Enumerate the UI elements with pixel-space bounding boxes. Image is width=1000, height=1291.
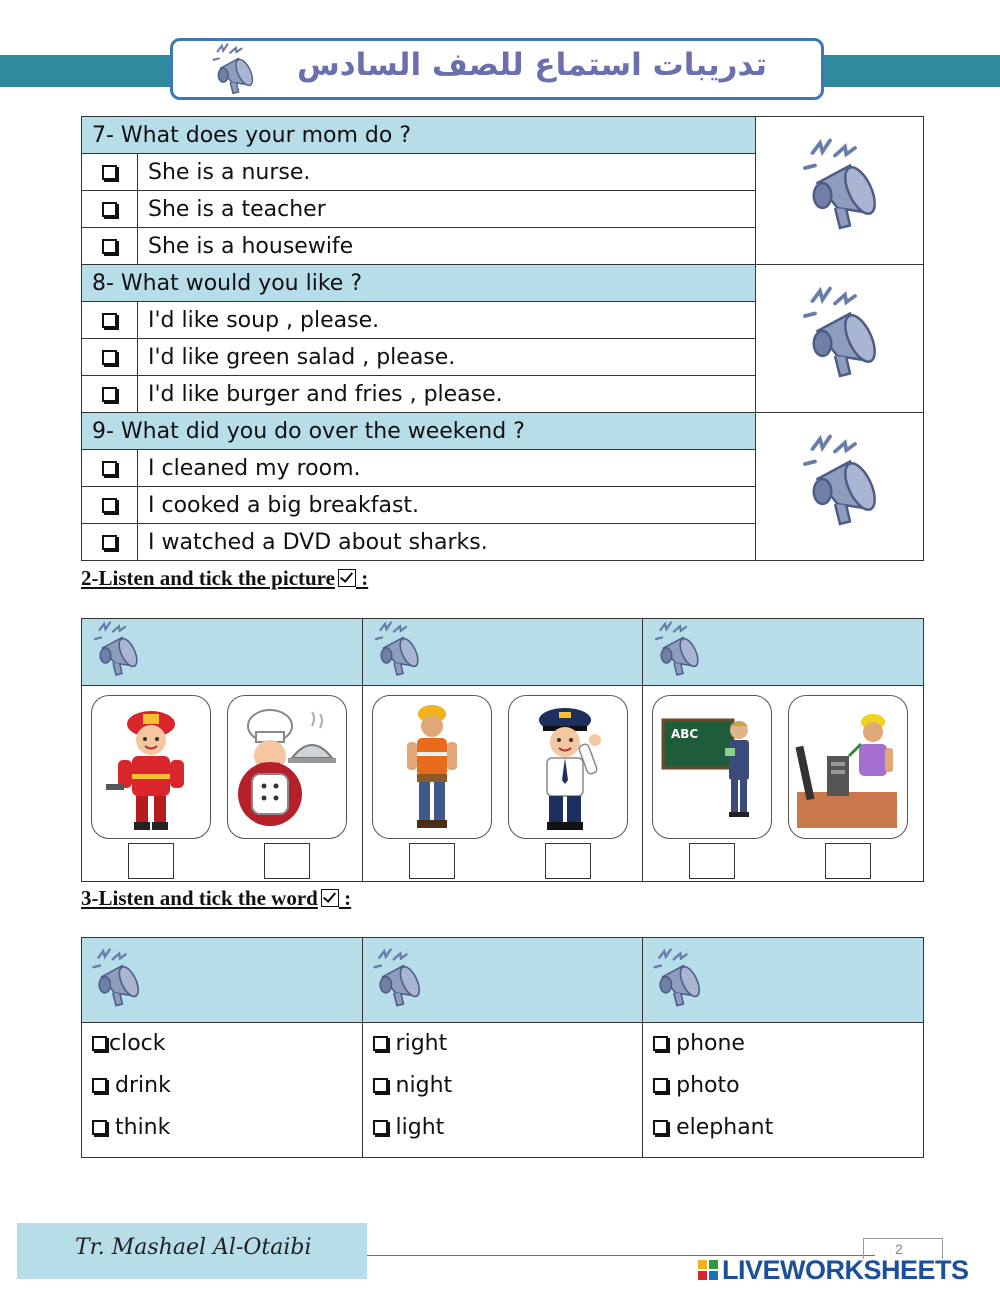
speaker-icon[interactable] — [795, 286, 885, 386]
word-option — [92, 1073, 362, 1115]
picture-group-3 — [643, 686, 924, 882]
word-column-1 — [82, 1023, 363, 1158]
word-option — [373, 1073, 643, 1115]
audio-cell-7[interactable] — [756, 117, 924, 265]
picture-group-2 — [362, 686, 643, 882]
heading-colon: : — [338, 886, 352, 910]
checkbox-phone[interactable] — [653, 1036, 668, 1051]
word-label: right — [395, 1031, 448, 1056]
speaker-icon[interactable] — [649, 621, 705, 681]
speaker-icon[interactable] — [795, 434, 885, 534]
audio-cell-9[interactable] — [756, 413, 924, 561]
liveworksheets-brand[interactable] — [698, 1255, 969, 1285]
checkbox-right[interactable] — [373, 1036, 388, 1051]
section3-heading-text: 3-Listen and tick the word — [81, 886, 318, 910]
checkbox-7a[interactable] — [102, 165, 117, 180]
speaker-icon — [201, 43, 265, 99]
word-option — [653, 1073, 923, 1115]
checkbox-9b[interactable] — [102, 498, 117, 513]
checkbox-clock[interactable] — [92, 1036, 107, 1051]
speaker-icon[interactable] — [369, 948, 425, 1012]
word-option — [373, 1115, 643, 1157]
firefighter-card[interactable] — [91, 695, 211, 839]
tick-symbol-icon — [338, 569, 356, 587]
word-label: photo — [676, 1073, 740, 1098]
tick-symbol-icon — [321, 889, 339, 907]
word-label: clock — [109, 1031, 166, 1056]
questions-table — [81, 116, 924, 561]
answer-box-teacher[interactable] — [689, 843, 735, 879]
word-column-3 — [643, 1023, 924, 1158]
question-7: 7- What does your mom do ? — [82, 117, 756, 154]
word-label: phone — [676, 1031, 745, 1056]
checkbox-light[interactable] — [373, 1120, 388, 1135]
liveworksheets-logo-icon — [698, 1260, 718, 1280]
checkbox-8a[interactable] — [102, 313, 117, 328]
option-label: She is a teacher — [138, 191, 756, 228]
audio-cell-pic-1[interactable] — [82, 619, 363, 686]
firefighter-icon — [92, 696, 210, 838]
picture-group-1 — [82, 686, 363, 882]
chef-icon — [228, 696, 346, 838]
word-option — [92, 1115, 362, 1157]
words-table — [81, 937, 924, 1158]
builder-icon — [373, 696, 491, 838]
author-name: Tr. Mashael Al-Otaibi — [75, 1235, 312, 1260]
question-row-9 — [82, 413, 924, 450]
checkbox-8c[interactable] — [102, 387, 117, 402]
checkbox-photo[interactable] — [653, 1078, 668, 1093]
answer-box-firefighter[interactable] — [128, 843, 174, 879]
checkbox-9c[interactable] — [102, 535, 117, 550]
question-9: 9- What did you do over the weekend ? — [82, 413, 756, 450]
audio-cell-pic-3[interactable] — [643, 619, 924, 686]
speaker-icon[interactable] — [649, 948, 705, 1012]
page-number: 2 — [895, 1241, 903, 1257]
word-label: drink — [115, 1073, 171, 1098]
option-label: I'd like soup , please. — [138, 302, 756, 339]
checkbox-elephant[interactable] — [653, 1120, 668, 1135]
option-label: I cooked a big breakfast. — [138, 487, 756, 524]
word-option — [92, 1031, 362, 1073]
pilot-card[interactable] — [508, 695, 628, 839]
builder-card[interactable] — [372, 695, 492, 839]
option-label: She is a nurse. — [138, 154, 756, 191]
audio-cell-8[interactable] — [756, 265, 924, 413]
audio-cell-word-3[interactable] — [643, 938, 924, 1023]
answer-box-chef[interactable] — [264, 843, 310, 879]
question-row-8 — [82, 265, 924, 302]
answer-box-technician[interactable] — [825, 843, 871, 879]
word-option — [653, 1115, 923, 1157]
checkbox-night[interactable] — [373, 1078, 388, 1093]
answer-box-builder[interactable] — [409, 843, 455, 879]
audio-cell-pic-2[interactable] — [362, 619, 643, 686]
board-text: ABC — [671, 727, 699, 741]
speaker-icon[interactable] — [88, 621, 144, 681]
option-label: She is a housewife — [138, 228, 756, 265]
technician-card[interactable] — [788, 695, 908, 839]
chef-card[interactable] — [227, 695, 347, 839]
word-column-2 — [362, 1023, 643, 1158]
pilot-icon — [509, 696, 627, 838]
word-option — [373, 1031, 643, 1073]
word-option — [653, 1031, 923, 1073]
checkbox-drink[interactable] — [92, 1078, 107, 1093]
word-label: elephant — [676, 1115, 774, 1140]
question-row-7 — [82, 117, 924, 154]
answer-box-pilot[interactable] — [545, 843, 591, 879]
pictures-table — [81, 618, 924, 882]
word-label: light — [395, 1115, 445, 1140]
section2-heading — [81, 566, 368, 591]
audio-cell-word-2[interactable] — [362, 938, 643, 1023]
audio-cell-word-1[interactable] — [82, 938, 363, 1023]
speaker-icon[interactable] — [369, 621, 425, 681]
brand-text: LIVEWORKSHEETS — [722, 1254, 969, 1285]
heading-colon: : — [355, 566, 369, 590]
checkbox-8b[interactable] — [102, 350, 117, 365]
option-label: I watched a DVD about sharks. — [138, 524, 756, 561]
title-box — [170, 38, 824, 100]
technician-icon — [789, 696, 907, 838]
word-label: think — [115, 1115, 171, 1140]
author-box — [17, 1223, 367, 1279]
checkbox-9a[interactable] — [102, 461, 117, 476]
section3-heading — [81, 886, 351, 911]
teacher-icon — [653, 696, 771, 838]
checkbox-think[interactable] — [92, 1120, 107, 1135]
option-label: I cleaned my room. — [138, 450, 756, 487]
speaker-icon[interactable] — [88, 948, 144, 1012]
option-label: I'd like burger and fries , please. — [138, 376, 756, 413]
checkbox-7b[interactable] — [102, 202, 117, 217]
word-label: night — [395, 1073, 453, 1098]
page-title: تدريبات استماع للصف السادس — [296, 47, 768, 83]
option-label: I'd like green salad , please. — [138, 339, 756, 376]
speaker-icon[interactable] — [795, 138, 885, 238]
section2-heading-text: 2-Listen and tick the picture — [81, 566, 335, 590]
teacher-card[interactable] — [652, 695, 772, 839]
checkbox-7c[interactable] — [102, 239, 117, 254]
question-8: 8- What would you like ? — [82, 265, 756, 302]
